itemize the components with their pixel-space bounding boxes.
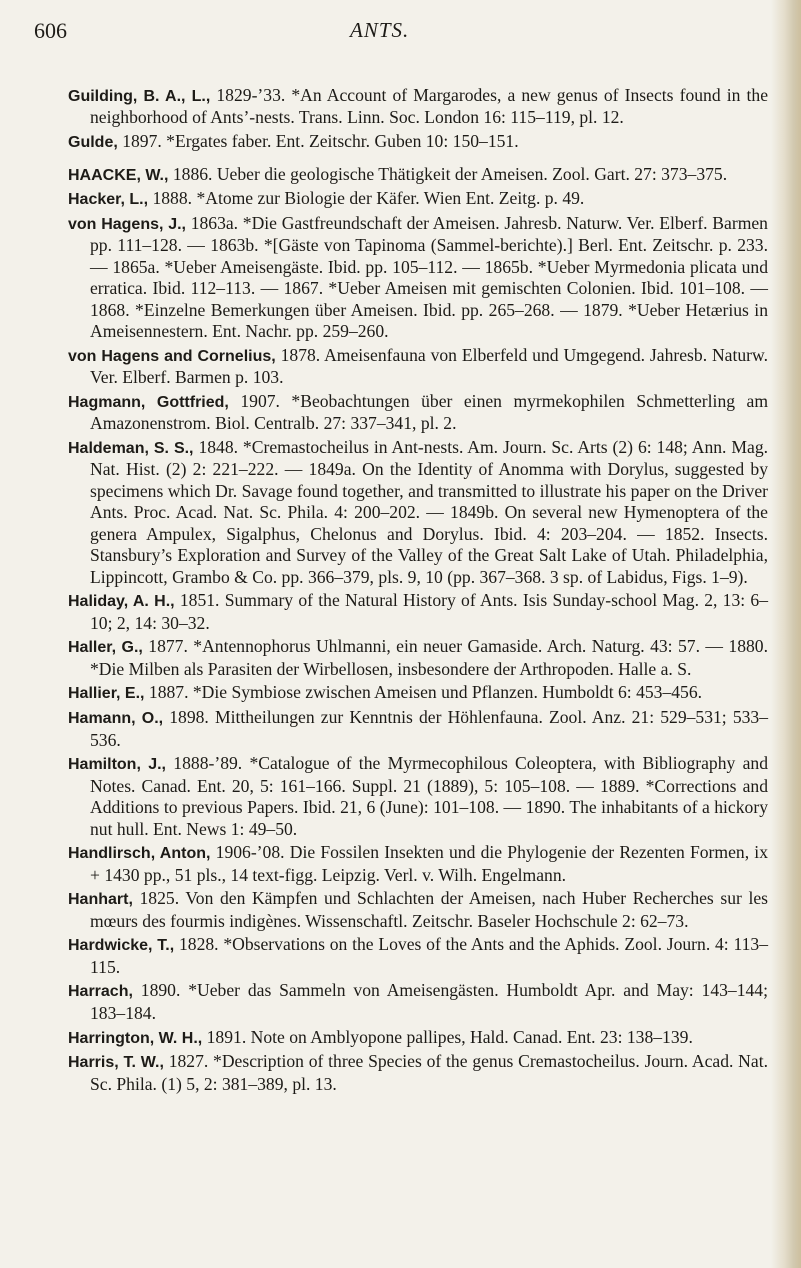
- bibliography-entry: [68, 1027, 768, 1049]
- entry-author: Harrington, W. H.,: [68, 1029, 203, 1047]
- entry-text: 1891. Note on Amblyopone pallipes, Hald. Canad. Ent. 23: 138–139.: [206, 1026, 693, 1047]
- entry-author: Hardwicke, T.,: [68, 937, 175, 955]
- entry-text: 1878. Ameisenfauna von Elberfeld und Umgegend. Jahresb. Naturw. Ver. Elberf. Barmen p. 103.: [90, 344, 768, 388]
- entry-text: 1888-’89. *Catalogue of the Myrmecophilous Coleoptera, with Bibliography and Notes. Canad. Ent. 20, 5: 161–166. Suppl. 21 (1889), 5: 105–108. — 1889. *Corrections and Additions to previous Papers. Ibid. 21, 6 (June): 101–108. — 1890. The inhabitants of a hickory nut hull. Ent. News 1: 49–50.: [90, 753, 769, 839]
- entry-text: 1827. *Description of three Species of the genus Cremastocheilus. Journ. Acad. Nat. Sc. Phila. (1) 5, 2: 381–389, pl. 13.: [90, 1051, 768, 1094]
- entry-text: 1848. *Cremastocheilus in Ant-nests. Am. Journ. Sc. Arts (2) 6: 148; Ann. Mag. Nat. Hist. (2) 2: 221–222. — 1849a. On the Identity of Anomma with Dorylus, suggested by specimens which Dr. Savage found together, and transmitted to illustrate his paper on the Driver Ants. Proc. Acad. Nat. Sc. Phila. 4: 200–202. — 1849b. On several new Hymenoptera of the genera Ampulex, Sigalphus, Chelonus and Dorylus. Ibid. 4: 203–204. — 1852. Insects. Stansbury’s Exploration and Survey of the Valley of the Great Salt Lake of Utah. Philadelphia, Lippincott, Grambo & Co. pp. 366–379, pls. 9, 10 (pp. 367–368. 3 sp. of Labidus, Figs. 1–9).: [90, 436, 769, 587]
- bibliography-entry: [68, 842, 768, 886]
- entry-text: 1863a. *Die Gastfreundschaft der Ameisen. Jahresb. Naturw. Ver. Elberf. Barmen pp. 111–128. — 1863b. *[Gäste von Tapinoma (Sammel-berichte).] Berl. Ent. Zeitschr. p. 233. — 1865a. *Ueber Ameisengäste. Ibid. pp. 105–112. — 1865b. *Ueber Myrmedonia plicata und erratica. Ibid. 112–113. — 1867. *Ueber Ameisen mit gemischten Colonien. Ibid. 101–108. — 1868. *Einzelne Bemerkungen über Ameisen. Ibid. pp. 265–268. — 1879. *Ueber Hetærius in Ameisennestern. Ent. Nachr. pp. 259–260.: [90, 212, 768, 342]
- entry-author: von Hagens, J.,: [68, 215, 186, 233]
- bibliography-entry: [68, 980, 768, 1024]
- bibliography-entry: [68, 636, 768, 680]
- bibliography-entry: [68, 213, 768, 343]
- entry-text: 1825. Von den Kämpfen und Schlachten der Ameisen, nach Huber Recherches sur les mœurs des fourmis indigènes. Wissenschaftl. Zeitschr. Baseler Hochschule 2: 62–73.: [90, 888, 768, 931]
- entry-author: Gulde,: [68, 134, 118, 152]
- bibliography-entry: [68, 164, 768, 186]
- entry-author: Hamilton, J.,: [68, 756, 167, 774]
- bibliography-entry: [68, 888, 768, 932]
- bibliography-entry: [68, 934, 768, 978]
- entry-text: 1888. *Atome zur Biologie der Käfer. Wien Ent. Zeitg. p. 49.: [152, 188, 585, 209]
- entry-author: Hacker, L.,: [68, 191, 149, 209]
- entry-text: 1829-’33. *An Account of Margarodes, a new genus of Insects found in the neighborhood of Ants’-nests. Trans. Linn. Soc. London 16: 115–119, pl. 12.: [90, 85, 769, 128]
- entry-author: Haliday, A. H.,: [68, 593, 175, 611]
- entry-text: 1886. Ueber die geologische Thätigkeit der Ameisen. Zool. Gart. 27: 373–375.: [172, 163, 728, 184]
- entry-author: von Hagens and Cornelius,: [68, 347, 276, 365]
- entry-author: Hanhart,: [68, 891, 133, 909]
- bibliography-entry: [68, 1051, 768, 1095]
- bibliography-entry: [68, 753, 768, 840]
- entry-text: 1887. *Die Symbiose zwischen Ameisen und Pflanzen. Humboldt 6: 453–456.: [148, 682, 703, 703]
- bibliography-entry: [68, 85, 768, 129]
- bibliography-entry: [68, 682, 768, 704]
- entry-author: Harrach,: [68, 983, 133, 1001]
- entry-author: Harris, T. W.,: [68, 1054, 164, 1072]
- entry-author: HAACKE, W.,: [68, 166, 169, 184]
- entry-author: Hagmann, Gottfried,: [68, 393, 229, 411]
- bibliography-list: [68, 85, 768, 1097]
- entry-text: 1907. *Beobachtungen über einen myrmekophilen Schmetterling am Amazonenstrom. Biol. Centralb. 27: 337–341, pl. 2.: [90, 390, 769, 434]
- entry-author: Guilding, B. A., L.,: [68, 88, 211, 105]
- entry-author: Haldeman, S. S.,: [68, 439, 194, 457]
- bibliography-entry: [68, 391, 768, 435]
- entry-text: 1898. Mittheilungen zur Kenntnis der Höhlenfauna. Zool. Anz. 21: 529–531; 533–536.: [90, 707, 769, 750]
- page-edge-shadow: [771, 0, 801, 1268]
- entry-author: Handlirsch, Anton,: [68, 845, 211, 863]
- bibliography-entry: [68, 345, 768, 389]
- bibliography-entry: [68, 188, 768, 210]
- entry-text: 1877. *Antennophorus Uhlmanni, ein neuer Gamaside. Arch. Naturg. 43: 57. — 1880. *Die Milben als Parasiten der Wirbellosen, insbesondere der Arthropoden. Halle a. S.: [90, 636, 769, 679]
- bibliography-entry: [68, 590, 768, 634]
- running-head: ANTS.: [350, 18, 410, 42]
- bibliography-entry: [68, 707, 768, 751]
- entry-text: 1897. *Ergates faber. Ent. Zeitschr. Guben 10: 150–151.: [122, 131, 519, 152]
- page-number: 606: [34, 18, 67, 43]
- entry-author: Hamann, O.,: [68, 710, 164, 728]
- entry-text: 1906-’08. Die Fossilen Insekten und die Phylogenie der Rezenten Formen, ix + 1430 pp., 51 pls., 14 text-figg. Leipzig. Verl. v. Wilh. Engelmann.: [90, 842, 768, 885]
- entry-author: Haller, G.,: [68, 639, 143, 657]
- bibliography-entry: [68, 131, 768, 153]
- entry-text: 1828. *Observations on the Loves of the Ants and the Aphids. Zool. Journ. 4: 113–115.: [90, 934, 768, 977]
- entry-text: 1851. Summary of the Natural History of Ants. Isis Sunday-school Mag. 2, 13: 6–10; 2, 14: 30–32.: [90, 590, 768, 633]
- entry-author: Hallier, E.,: [68, 685, 145, 703]
- bibliography-entry: [68, 437, 768, 588]
- entry-text: 1890. *Ueber das Sammeln von Ameisengästen. Humboldt Apr. and May: 143–144; 183–184.: [90, 980, 768, 1023]
